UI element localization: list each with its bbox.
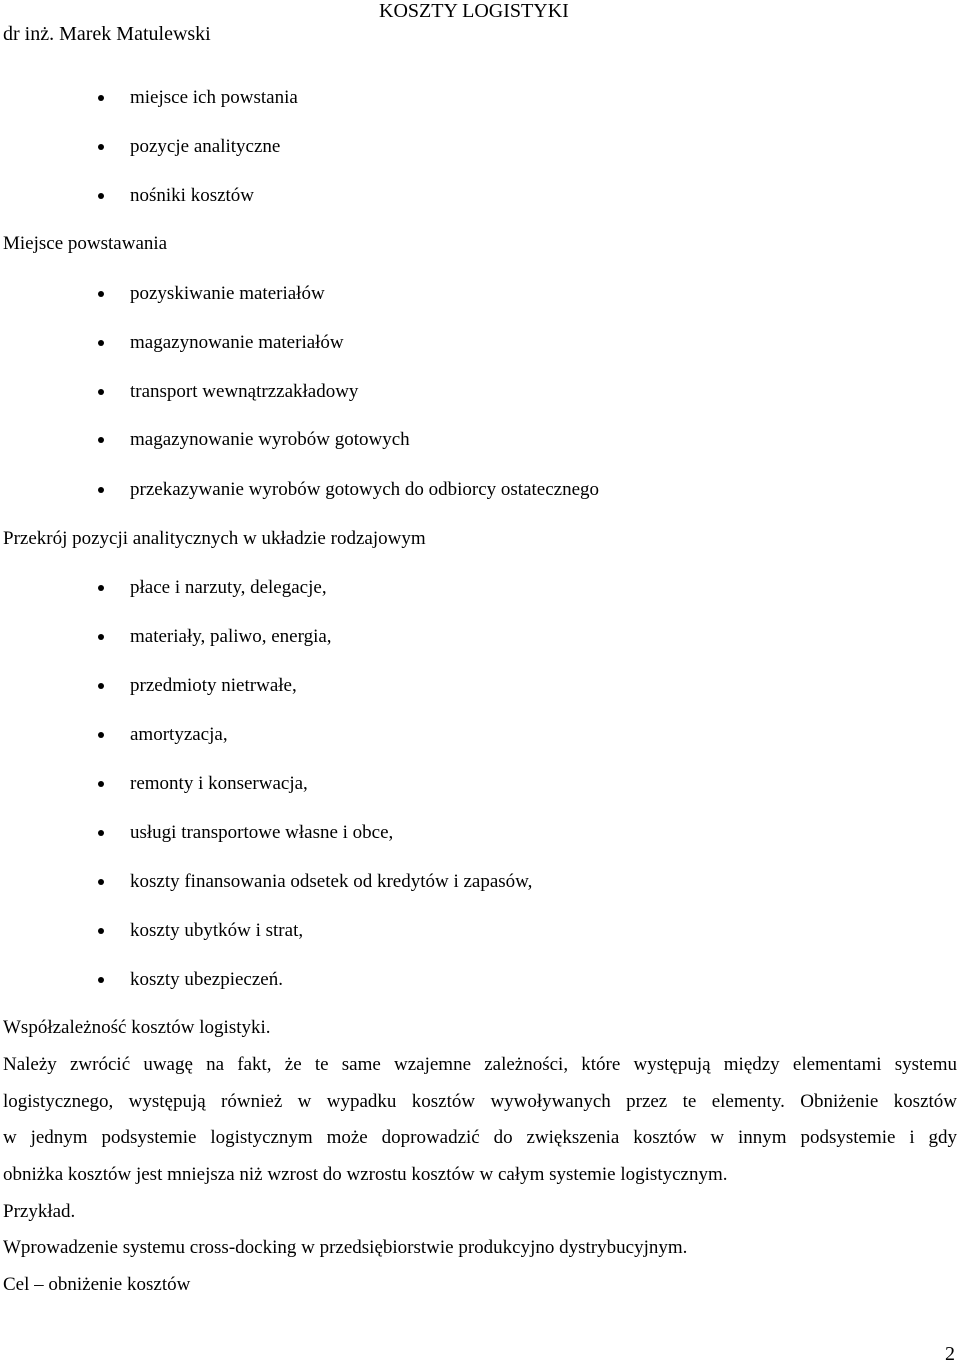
section-heading-origin: Miejsce powstawania bbox=[3, 233, 168, 254]
list-item: magazynowanie materiałów bbox=[130, 332, 344, 353]
paragraph-line: Należy zwrócić uwagę na fakt, że te same wzajemne zależności, które występują między elementami systemu bbox=[3, 1054, 957, 1075]
page-number: 2 bbox=[945, 1343, 955, 1365]
bullet-icon bbox=[98, 928, 104, 934]
bullet-icon bbox=[98, 781, 104, 787]
list-item: materiały, paliwo, energia, bbox=[130, 626, 332, 647]
example-label: Przykład. bbox=[3, 1201, 76, 1222]
bullet-icon bbox=[98, 95, 104, 101]
list-item: amortyzacja, bbox=[130, 724, 228, 745]
list-item: koszty ubytków i strat, bbox=[130, 920, 304, 941]
paragraph-line-last: obniżka kosztów jest mniejsza niż wzrost do wzrostu kosztów w całym systemie logistycznym. bbox=[3, 1164, 728, 1185]
bullet-icon bbox=[98, 732, 104, 738]
bullet-icon bbox=[98, 144, 104, 150]
bullet-icon bbox=[98, 389, 104, 395]
list-item: koszty finansowania odsetek od kredytów i zapasów, bbox=[130, 871, 533, 892]
bullet-icon bbox=[98, 977, 104, 983]
bullet-icon bbox=[98, 830, 104, 836]
list-item: nośniki kosztów bbox=[130, 185, 255, 206]
section-heading-analytic: Przekrój pozycji analitycznych w układzie rodzajowym bbox=[3, 528, 426, 549]
paragraph-line: w jednym podsystemie logistycznym może doprowadzić do zwiększenia kosztów w innym podsystemie i gdy bbox=[3, 1127, 957, 1148]
list-item: płace i narzuty, delegacje, bbox=[130, 577, 327, 598]
author-name: dr inż. Marek Matulewski bbox=[3, 23, 211, 45]
bullet-icon bbox=[98, 487, 104, 493]
bullet-icon bbox=[98, 683, 104, 689]
list-item: przekazywanie wyrobów gotowych do odbiorcy ostatecznego bbox=[130, 479, 600, 500]
list-item: transport wewnątrzzakładowy bbox=[130, 381, 359, 402]
example-text: Wprowadzenie systemu cross-docking w przedsiębiorstwie produkcyjno dystrybucyjnym. bbox=[3, 1237, 688, 1258]
list-item: remonty i konserwacja, bbox=[130, 773, 308, 794]
example-goal: Cel – obniżenie kosztów bbox=[3, 1274, 191, 1295]
list-item: magazynowanie wyrobów gotowych bbox=[130, 429, 410, 450]
section-heading-interdependence: Współzależność kosztów logistyki. bbox=[3, 1017, 271, 1038]
list-item: miejsce ich powstania bbox=[130, 87, 298, 108]
bullet-icon bbox=[98, 634, 104, 640]
list-item: pozyskiwanie materiałów bbox=[130, 283, 325, 304]
list-item: przedmioty nietrwałe, bbox=[130, 675, 297, 696]
bullet-icon bbox=[98, 585, 104, 591]
bullet-icon bbox=[98, 291, 104, 297]
bullet-icon bbox=[98, 340, 104, 346]
paragraph-line: logistycznego, występują również w wypadku kosztów wywoływanych przez te elementy. Obniżenie kosztów bbox=[3, 1091, 957, 1112]
bullet-icon bbox=[98, 879, 104, 885]
list-item: usługi transportowe własne i obce, bbox=[130, 822, 394, 843]
bullet-icon bbox=[98, 437, 104, 443]
document-title: KOSZTY LOGISTYKI bbox=[379, 0, 569, 22]
list-item: koszty ubezpieczeń. bbox=[130, 969, 283, 990]
list-item: pozycje analityczne bbox=[130, 136, 281, 157]
bullet-icon bbox=[98, 193, 104, 199]
